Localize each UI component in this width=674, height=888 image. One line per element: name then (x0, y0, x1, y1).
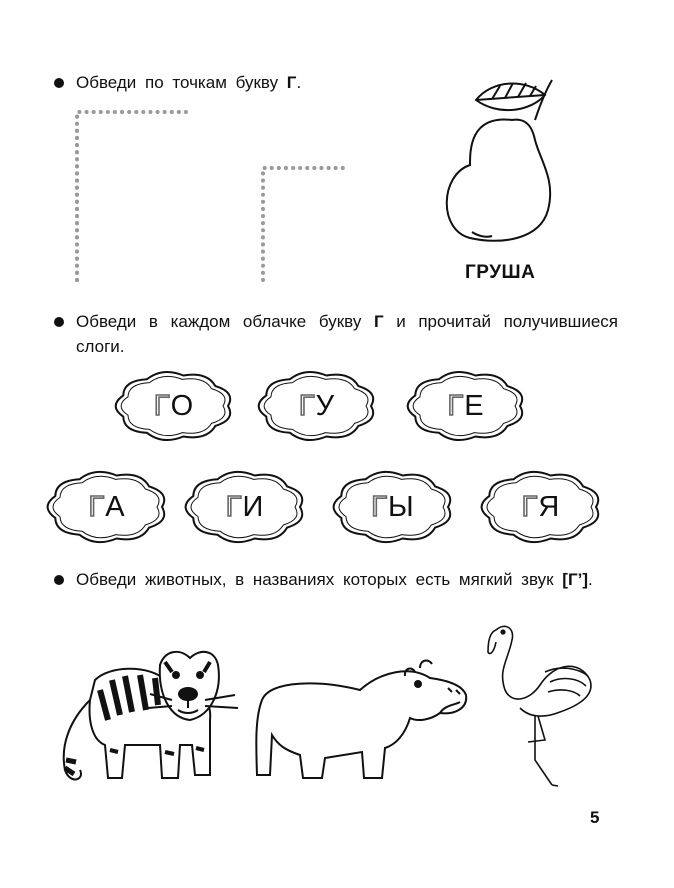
syllable-vowel: У (315, 389, 336, 422)
dotted-letter-g[interactable]: Г (447, 389, 465, 422)
syllable-vowel: А (105, 490, 126, 523)
syllable-vowel: Ы (388, 490, 415, 523)
dotted-letter-g[interactable]: Г (371, 490, 389, 523)
dotted-letter-g[interactable]: Г (153, 389, 171, 422)
task-3-text: Обведи животных, в названиях которых есть мягкий звук [Г’]. (76, 570, 593, 589)
dotted-letter-g[interactable]: Г (298, 389, 316, 422)
syllable-vowel: И (242, 490, 265, 523)
dotted-letter-g[interactable]: Г (88, 490, 106, 523)
pear-word: ГРУША (465, 262, 536, 283)
hippo-icon[interactable] (256, 661, 466, 778)
dotted-letter-g[interactable]: Г (225, 490, 243, 523)
tiger-icon[interactable] (64, 652, 238, 780)
dotted-letter-g[interactable]: Г (521, 490, 539, 523)
task-2-text: Обведи в каждом облачке букву Г и прочитай получившиеся слоги. (76, 312, 618, 356)
flamingo-icon[interactable] (488, 626, 591, 786)
syllable-vowel: О (170, 389, 195, 422)
task-1-text: Обведи по точкам букву Г. (76, 73, 302, 92)
page-number: 5 (590, 808, 600, 827)
syllable-vowel: Я (538, 490, 561, 523)
syllable-vowel: Е (464, 389, 485, 422)
